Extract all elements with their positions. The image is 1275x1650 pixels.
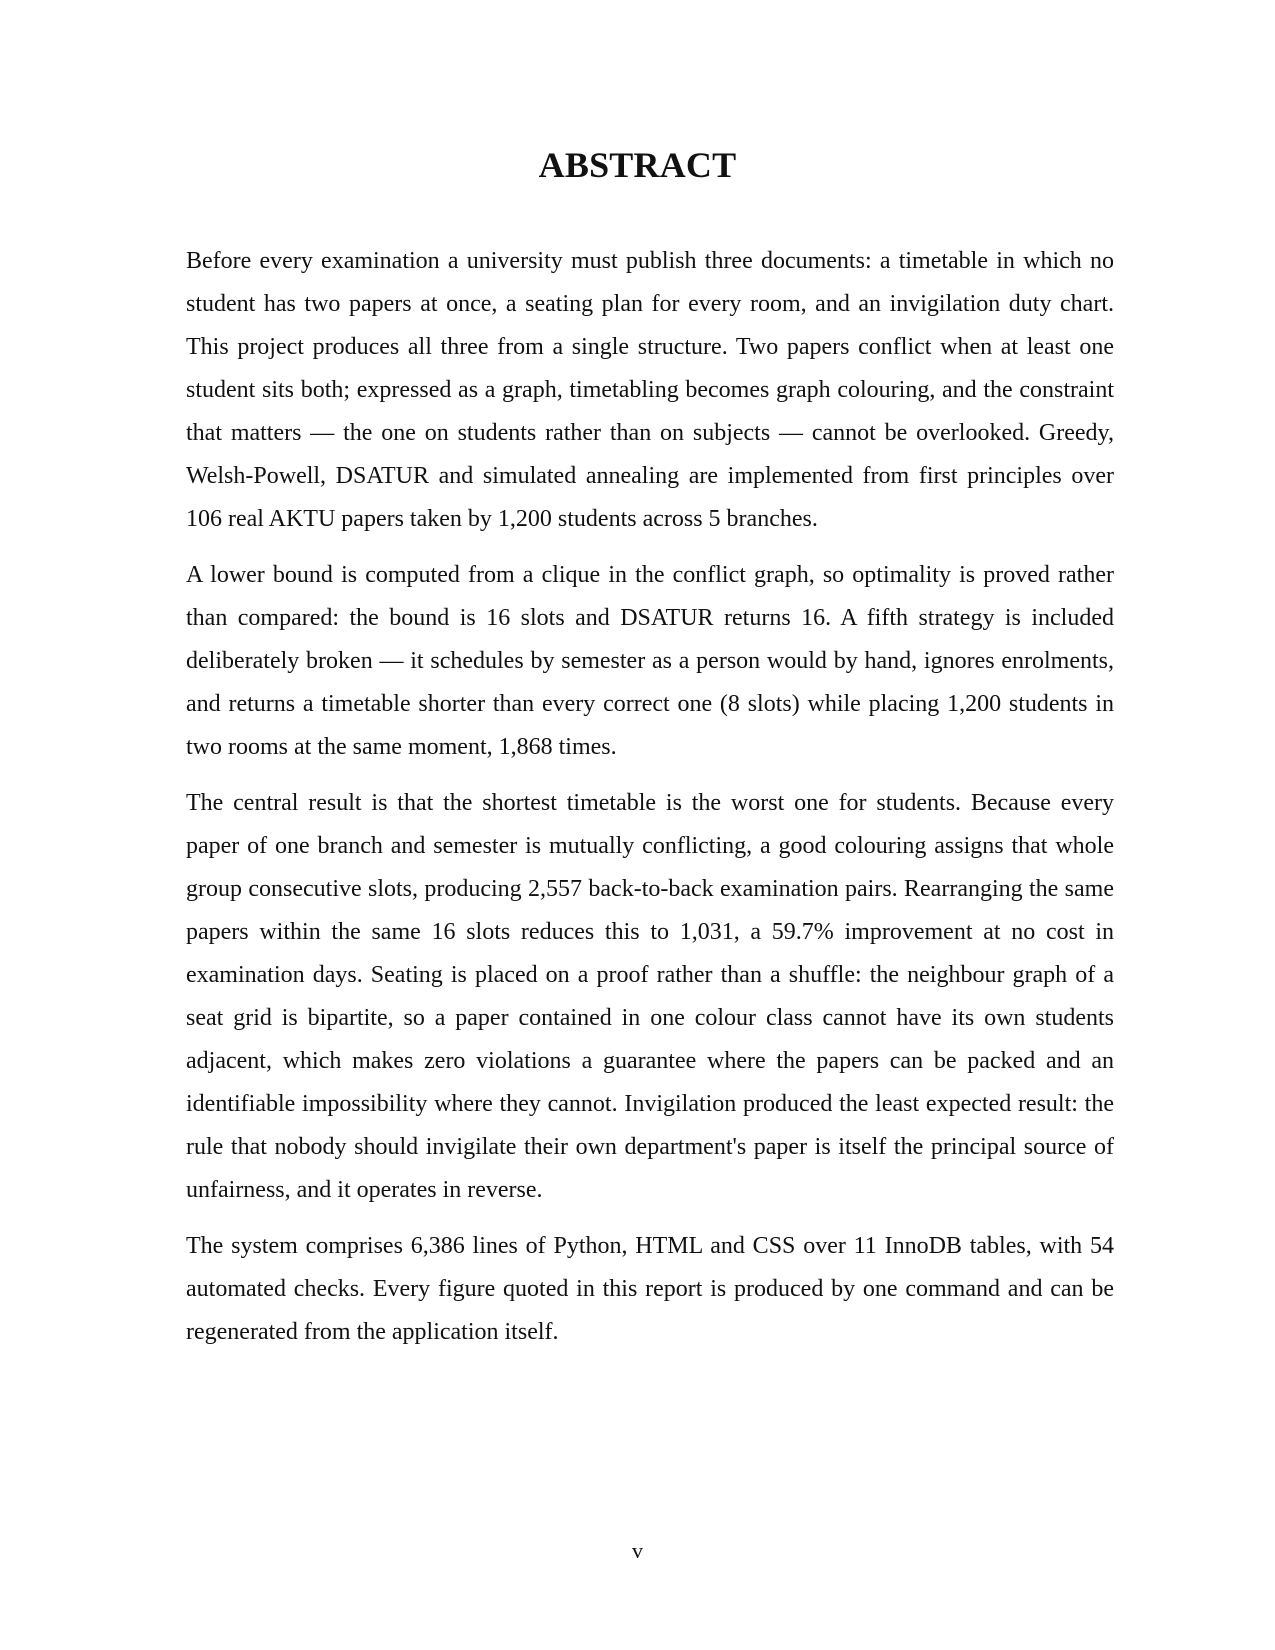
abstract-paragraph-3: The central result is that the shortest timetable is the worst one for students. Because every paper of one branch and semester is mutually conflicting, a good colouring assigns that whole group consecutive slots, producing 2,557 back-to-back examination pairs. Rearranging the same papers within the same 16 slots reduces this to 1,031, a 59.7% improvement at no cost in examination days. Seating is placed on a proof rather than a shuffle: the neighbour graph of a seat grid is bipartite, so a paper contained in one colour class cannot have its own students adjacent, which makes zero violations a guarantee where the papers can be packed and an identifiable impossibility where they cannot. Invigilation produced the least expected result: the rule that nobody should invigilate their own department's paper is itself the principal source of unfairness, and it operates in reverse. [186,790,1114,1203]
abstract-body [186,240,1114,1367]
abstract-paragraph-1: Before every examination a university must publish three documents: a timetable in which no student has two papers at once, a seating plan for every room, and an invigilation duty chart. This project produces all three from a single structure. Two papers conflict when at least one student sits both; expressed as a graph, timetabling becomes graph colouring, and the constraint that matters — the one on students rather than on subjects — cannot be overlooked. Greedy, Welsh-Powell, DSATUR and simulated annealing are implemented from first principles over 106 real AKTU papers taken by 1,200 students across 5 branches. [186,248,1114,532]
page-title: ABSTRACT [538,145,737,185]
page-number: v [632,1538,643,1563]
abstract-paragraph-4: The system comprises 6,386 lines of Python, HTML and CSS over 11 InnoDB tables, with 54 automated checks. Every figure quoted in this report is produced by one command and can be regenerated from the application itself. [186,1233,1114,1345]
abstract-paragraph-2: A lower bound is computed from a clique in the conflict graph, so optimality is proved rather than compared: the bound is 16 slots and DSATUR returns 16. A fifth strategy is included deliberately broken — it schedules by semester as a person would by hand, ignores enrolments, and returns a timetable shorter than every correct one (8 slots) while placing 1,200 students in two rooms at the same moment, 1,868 times. [186,562,1114,760]
